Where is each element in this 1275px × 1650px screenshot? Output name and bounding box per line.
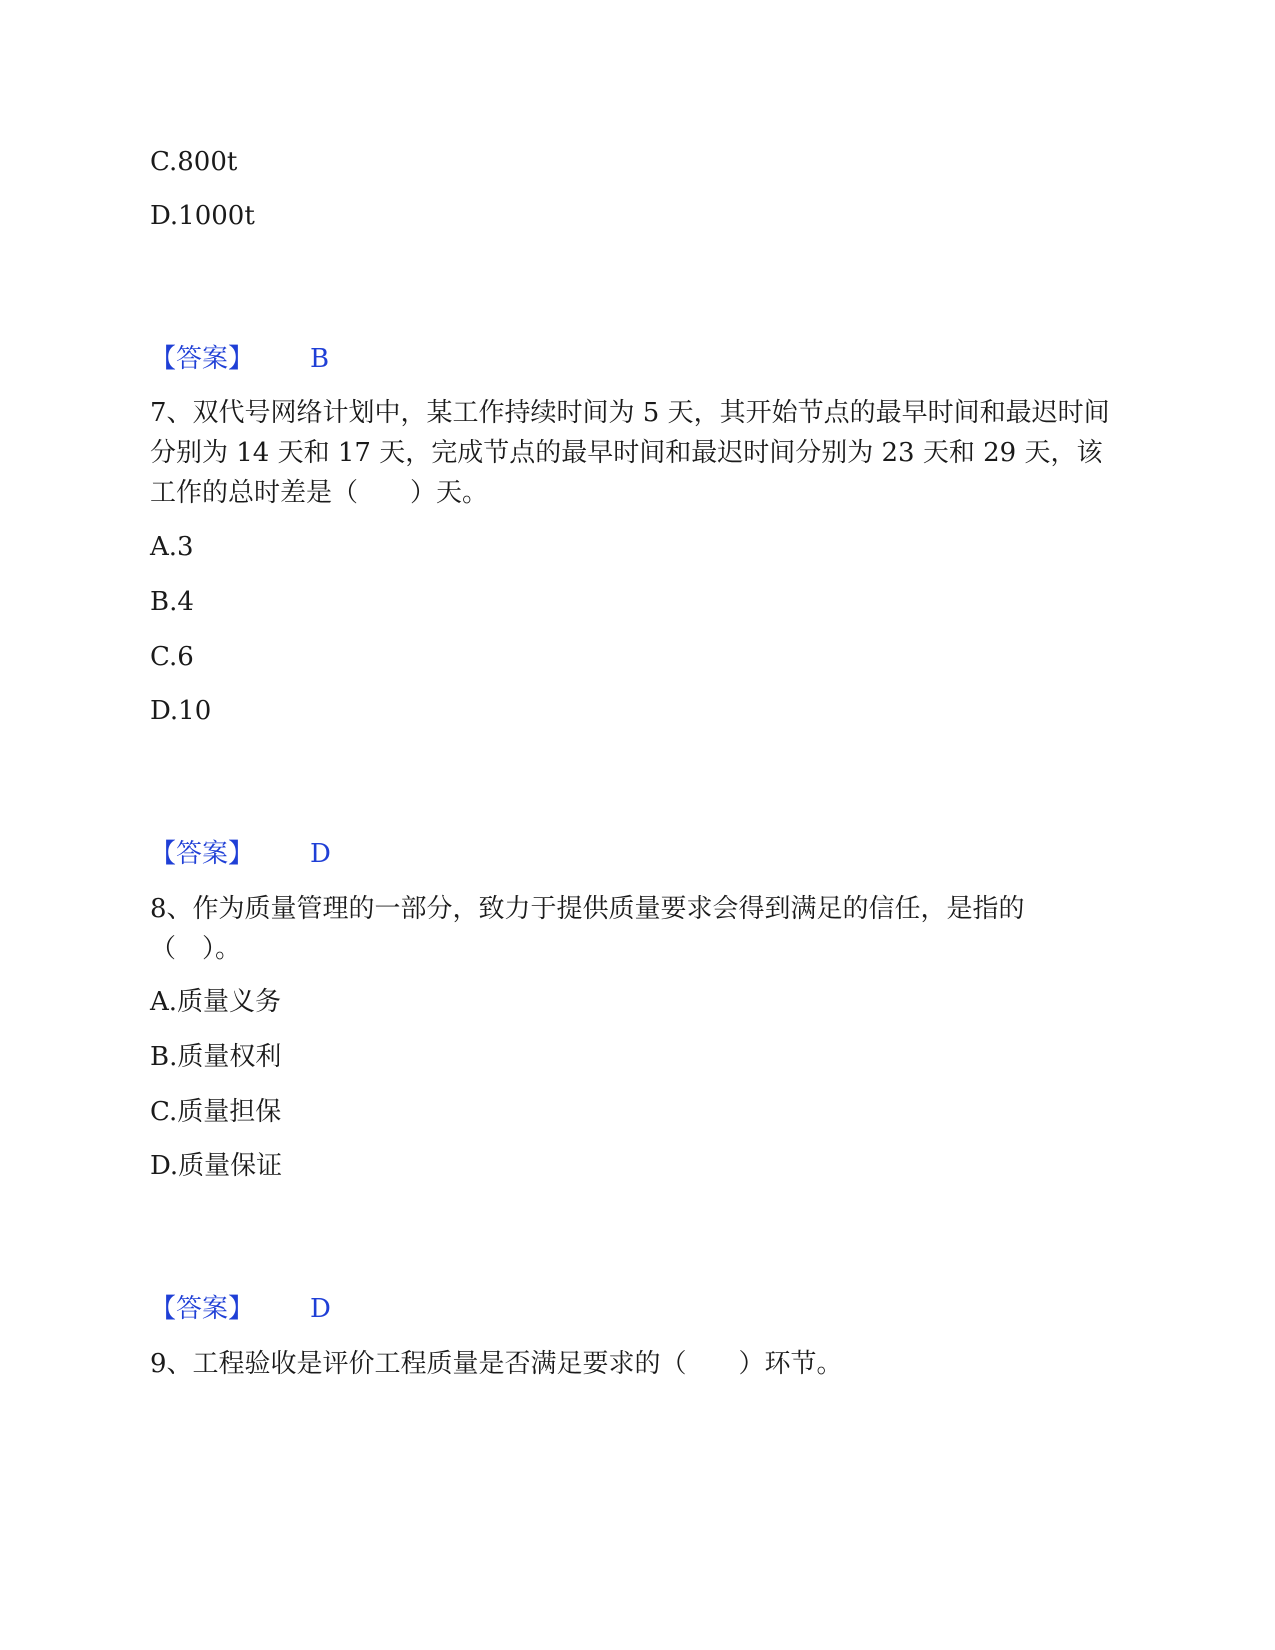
q7-option-d: D.10	[150, 696, 212, 726]
q8-answer-row	[150, 1290, 550, 1328]
q8-question: 8、作为质量管理的一部分，致力于提供质量要求会得到满足的信任，是指的（ ）。	[150, 894, 1025, 964]
q7-option-c: C.6	[150, 642, 194, 672]
q6-option-c: C.800t	[150, 147, 238, 177]
q8-option-d: D.质量保证	[150, 1151, 283, 1181]
q6-answer-value: B	[310, 344, 330, 374]
q6-answer-row	[150, 340, 550, 378]
q7-answer-row	[150, 835, 550, 873]
q7-option-b: B.4	[150, 587, 194, 617]
q8-answer-value: D	[310, 1294, 331, 1324]
q7-question: 7、双代号网络计划中，某工作持续时间为 5 天，其开始节点的最早时间和最迟时间分别为 14 天和 17 天，完成节点的最早时间和最迟时间分别为 23 天和 29 天，该工作的总时差是（ ）天。	[150, 398, 1110, 508]
q8-answer-label: 【答案】	[150, 1294, 255, 1324]
q8-option-b: B.质量权利	[150, 1042, 282, 1072]
q9-question: 9、工程验收是评价工程质量是否满足要求的（ ）环节。	[150, 1349, 843, 1379]
q7-option-a: A.3	[150, 532, 194, 562]
q8-option-c: C.质量担保	[150, 1097, 282, 1127]
q6-option-d: D.1000t	[150, 201, 255, 231]
q6-answer-label: 【答案】	[150, 344, 255, 374]
q7-answer-value: D	[310, 839, 331, 869]
q7-answer-label: 【答案】	[150, 839, 255, 869]
q8-option-a: A.质量义务	[150, 987, 282, 1017]
